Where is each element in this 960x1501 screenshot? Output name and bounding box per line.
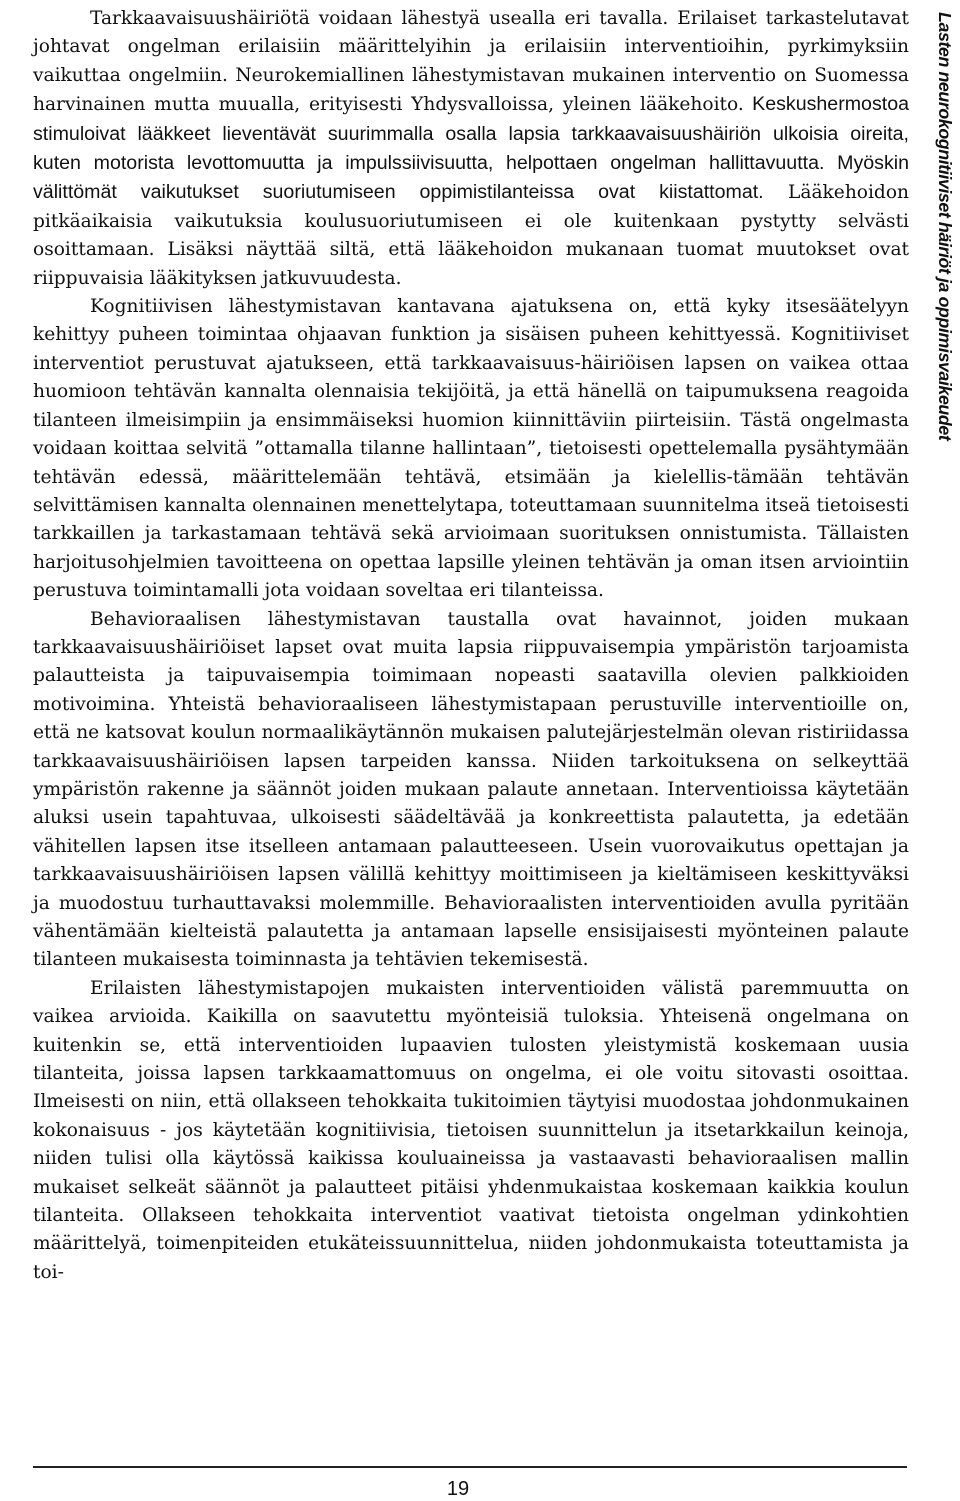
paragraph-1-part-2: Keskushermostoa stimuloivat lääkkeet lieventävät suurimmalla osalla lapsia tarkkaavaisuushäiriön ulkoisia oireita, kuten motorista levottomuutta ja impulssiivisuutta, helpottaen ongelman hallittavuutta. Myöskin välittömät vaikutukset suoriutumiseen oppimistilanteissa ovat kiistattomat. [33, 93, 909, 204]
paragraph-1 [33, 5, 909, 293]
paragraph-4 [33, 975, 909, 1287]
paragraph-4-text: Erilaisten lähestymistapojen mukaisten interventioiden välistä paremmuutta on vaikea arvioida. Kaikilla on saavutettu myönteisiä tuloksia. Yhteisenä ongelmana on kuitenkin se, että interventioiden lupaavien tulosten yleistymistä koskemaan uusia tilanteita, joissa lapsen tarkkaamattomuus on ongelma, ei ole voitu sitovasti osoittaa. Ilmeisesti on niin, että ollakseen tehokkaita tukitoimien täytyisi muodostaa johdonmukainen kokonaisuus - jos käytetään kognitiivisia, tietoisen suunnittelun ja itsetarkkailun keinoja, niiden tulisi olla käytössä kaikissa kouluaineissa ja vastaavasti behavioraalisen mallin mukaiset selkeät säännöt ja palautteet pitäisi yhdenmukaistaa koskemaan kaikkia koulun tilanteita. Ollakseen tehokkaita interventiot vaativat tietoista ongelman ydinkohtien määrittelyä, toimenpiteiden etukäteissuunnittelua, niiden johdonmukaista toteuttamista ja toi- [33, 977, 909, 1283]
body-text [33, 5, 909, 1287]
paragraph-3-text: Behavioraalisen lähestymistavan taustalla ovat havainnot, joiden mukaan tarkkaavaisuushäiriöiset lapset ovat muita lapsia riippuvaisempia ympäristön tarjoamista palautteista ja taipuvaisempia toimimaan nopeasti saatavilla olevien palkkioiden motivoimina. Yhteistä behavioraaliseen lähestymistapaan perustuville interventioille on, että ne katsovat koulun normaalikäytännön mukaisen palutejärjestelmän olevan ristiriidassa tarkkaavaisuushäiriöisen lapsen tarpeiden kanssa. Niiden tarkoituksena on selkeyttää ympäristön rakenne ja säännöt joiden mukaan palaute annetaan. Interventioissa käytetään aluksi usein tapahtuvaa, ulkoisesti säädeltävää ja konkreettista palautetta, ja edetään vähitellen lapsen itse itselleen antamaan palautteeseen. Usein vuorovaikutus opettajan ja tarkkaavaisuushäiriöisen lapsen välillä kehittyy moittimiseen ja kieltämiseen keskittyväksi ja muodostuu turhauttavaksi molemmille. Behavioraalisten interventioiden avulla pyritään vähentämään kielteistä palautetta ja antamaan lapselle ensisijaisesti myönteinen palaute tilanteen mukaisesta toiminnasta ja tehtävien tekemisestä. [33, 608, 909, 971]
running-header-text: Lasten neurokognitiiviset häiriöt ja oppimisvaikeudet [934, 12, 955, 441]
paragraph-1-part-1: Tarkkaavaisuushäiriötä voidaan lähestyä usealla eri tavalla. Erilaiset tarkastelutavat johtavat ongelman erilaisiin määrittelyihin ja erilaisiin interventioihin, pyrkimyksiin vaikuttaa ongelmiin. Neurokemiallinen lähestymistavan mukainen interventio on Suomessa harvinainen mutta muualla, erityisesti Yhdysvalloissa, yleinen lääkehoito. [33, 8, 909, 116]
paragraph-3 [33, 606, 909, 975]
paragraph-1-part-3: Lääkehoidon pitkäaikaisia vaikutuksia koulusuoriutumiseen ei ole kuitenkaan pystytty selvästi osoittamaan. Lisäksi näyttää siltä, että lääkehoidon mukanaan tuomat muutokset ovat riippuvaisia lääkityksen jatkuvuudesta. [33, 182, 910, 289]
paragraph-2 [33, 293, 909, 605]
page-number: 19 [446, 1478, 470, 1500]
running-header [925, 0, 960, 530]
footer-rule [33, 1466, 907, 1468]
paragraph-2-text: Kognitiivisen lähestymistavan kantavana ajatuksena on, että kyky itsesäätelyyn kehittyy puheen toimintaa ohjaavan funktion ja sisäisen puheen kehittyessä. Kognitiiviset interventiot perustuvat ajatukseen, että tarkkaavaisuus-häiriöisen lapsen on vaikea ottaa huomioon tehtävän kannalta olennaisia tekijöitä, ja että hänellä on taipumuksena reagoida tilanteen ilmeisimpiin ja ensimmäiseksi huomion kiinnittäviin piirteisiin. Tästä ongelmasta voidaan koittaa selvitä ”ottamalla tilanne hallintaan”, tietoisesti opettelemalla pysähtymään tehtävän edessä, määrittelemään tehtävä, etsimään ja kielellis-tämään tehtävän selvittämisen kannalta olennainen menettelytapa, toteuttamaan suunnitelma itseä tietoisesti tarkkaillen ja tarkastamaan tehtävä sekä arvioimaan suorituksen onnistumista. Tällaisten harjoitusohjelmien tavoitteena on opettaa lapsille yleinen tehtävän ja oman itsen arviointiin perustuva toimintamalli jota voidaan soveltaa eri tilanteissa. [33, 296, 909, 602]
